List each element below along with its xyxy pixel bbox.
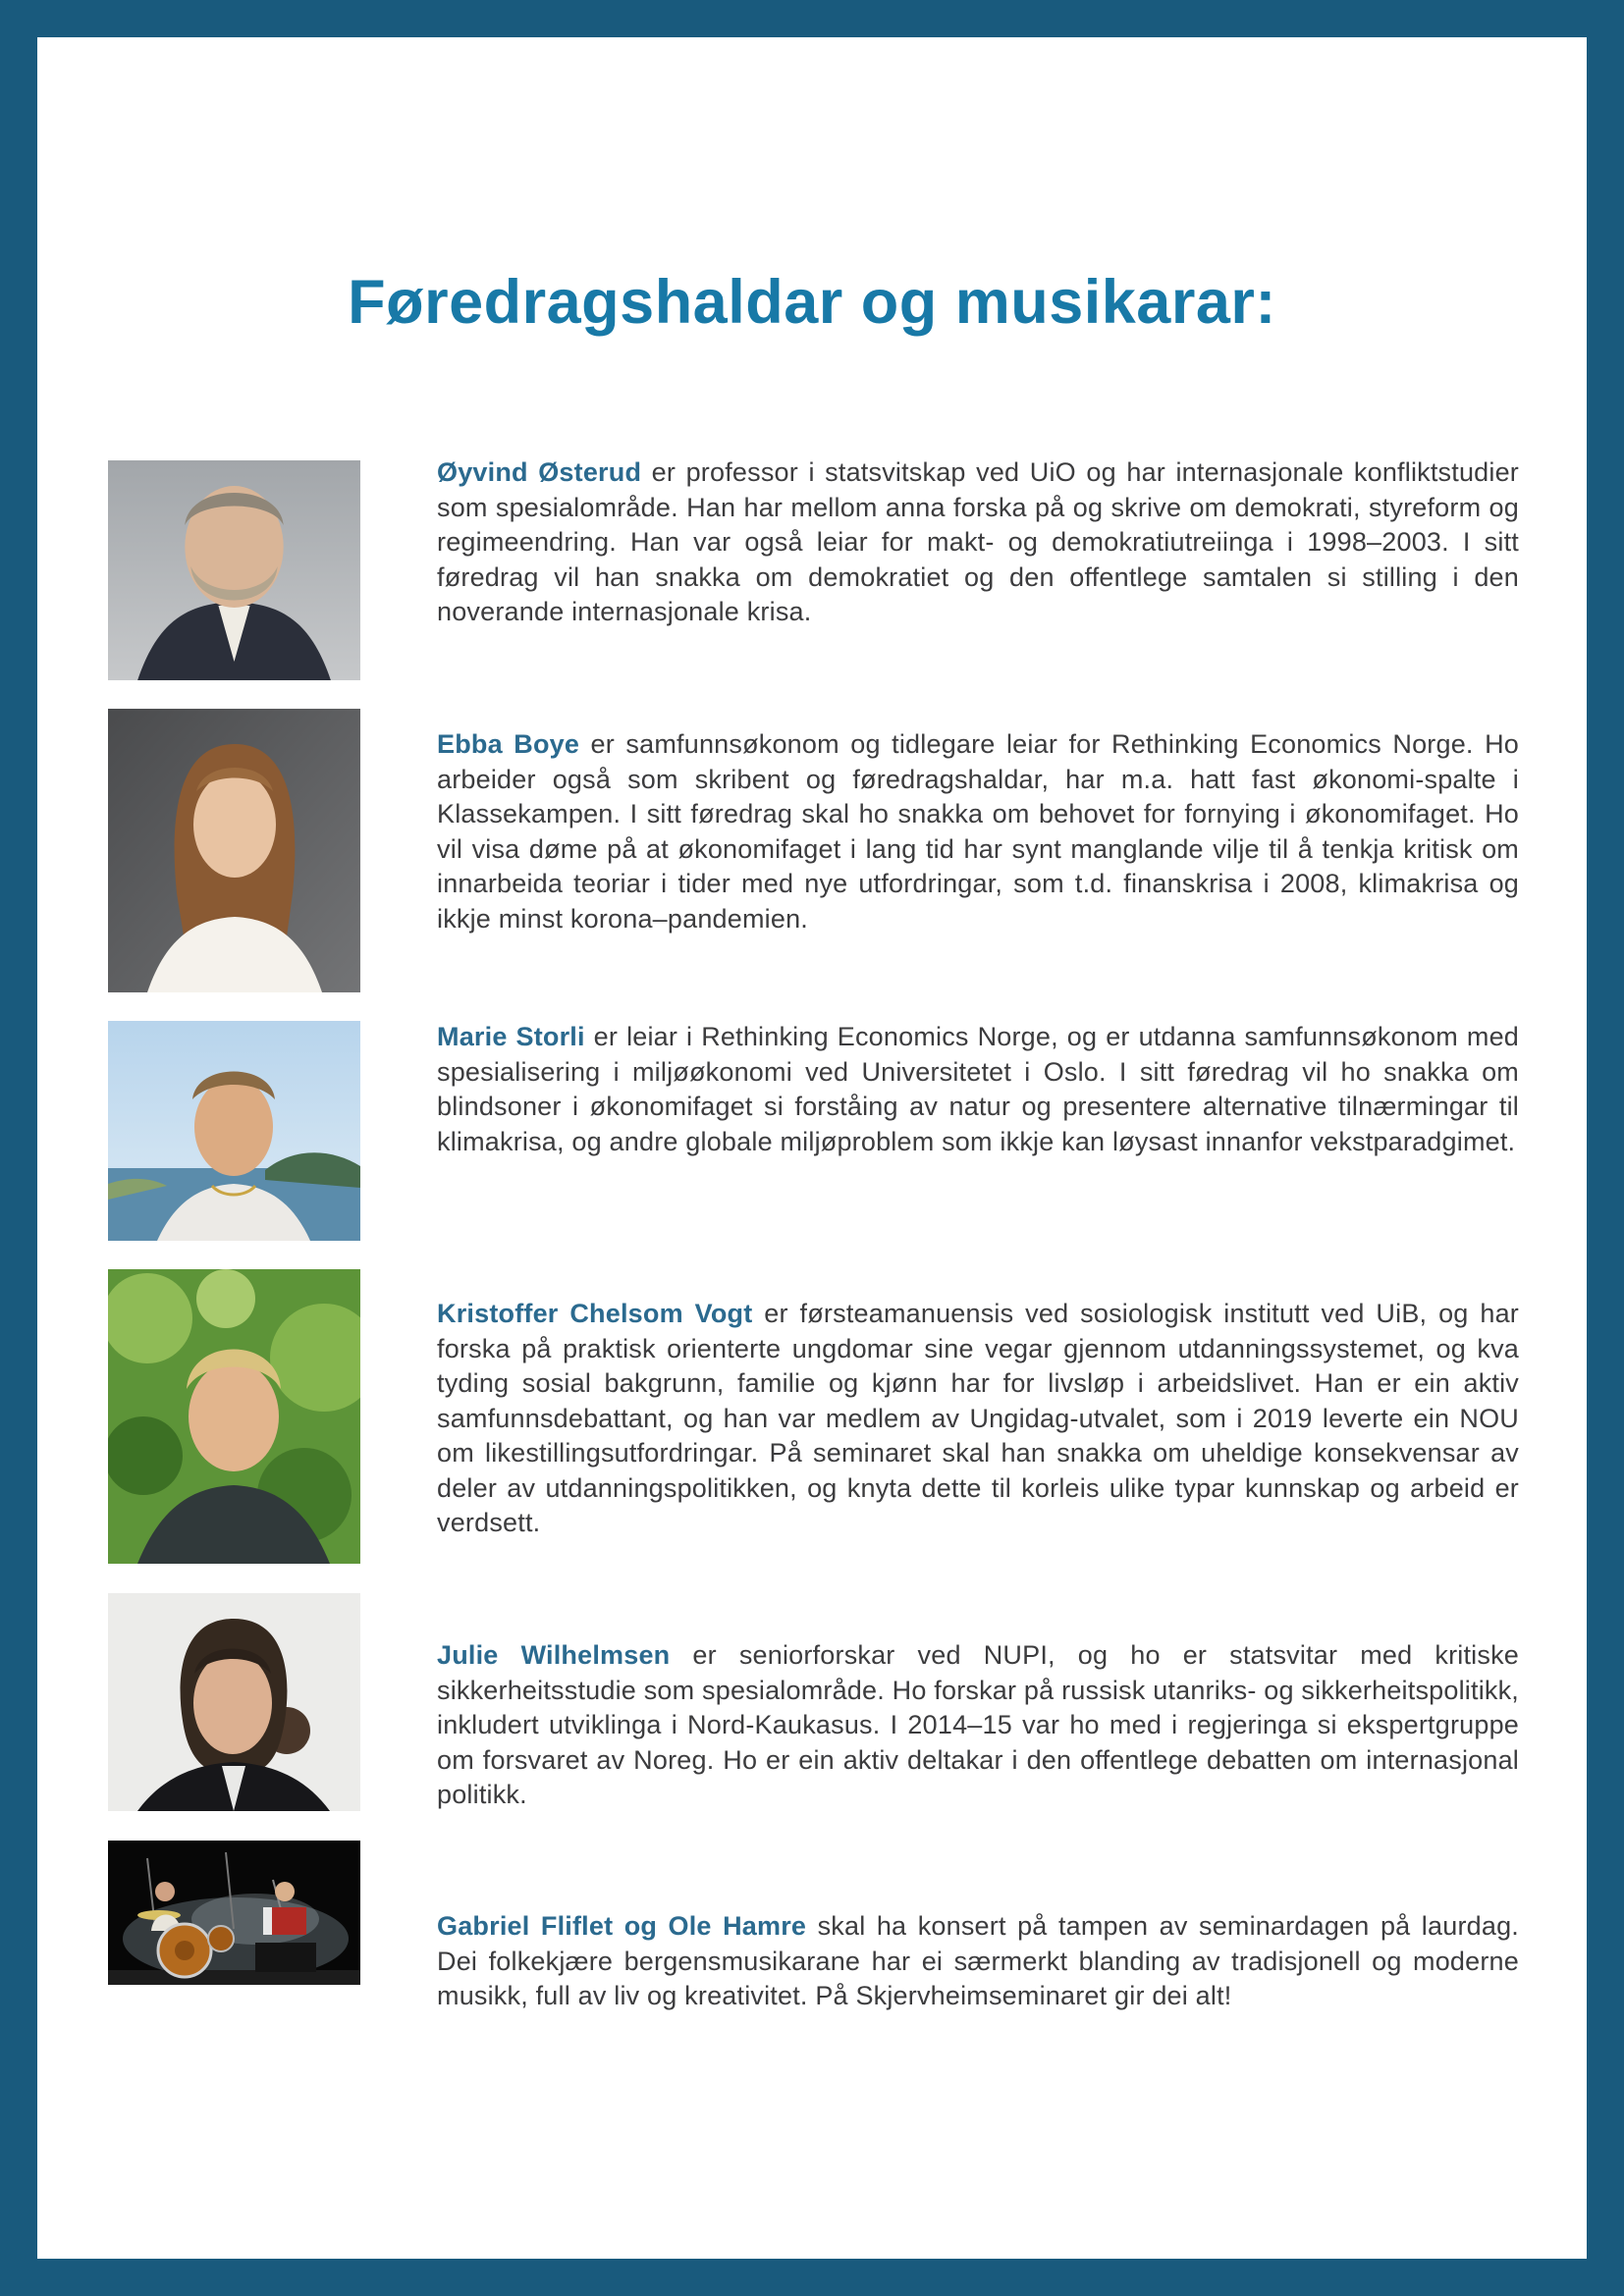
speaker-bio	[437, 1638, 1519, 1813]
speaker-description: skal ha konsert på tampen av seminardagen på laurdag. Dei folkekjære bergensmusikarane har ei særmerkt blanding av tradisjonell og moderne musikk, full av liv og kreativitet. På Skjervheimseminaret gir dei alt!	[437, 1911, 1519, 2010]
speaker-bio	[437, 1297, 1519, 1541]
speaker-bio	[437, 1909, 1519, 2014]
portrait-illustration	[108, 1021, 360, 1241]
photo-julie-wilhelmsen	[108, 1593, 360, 1811]
photo-kristoffer-chelsom-vogt	[108, 1269, 360, 1564]
portrait-illustration	[108, 1269, 360, 1564]
page-title: Føredragshaldar og musikarar:	[348, 268, 1276, 337]
speaker-description: er samfunnsøkonom og tidlegare leiar for Rethinking Economics Norge. Ho arbeider også som skribent og føredragshaldar, har m.a. hatt fast økonomi-spalte i Klassekampen. I sitt føredrag skal ho snakka om behovet for fornying i økonomifaget. Ho vil visa døme på at økonomifaget i lang tid har synt manglande vilje til å tenkja kritisk om innarbeida teoriar i tider med nye utfordringar, som t.d. finanskrisa i 2008, klimakrisa og ikkje minst korona–pandemien.	[437, 729, 1519, 934]
speaker-bio	[437, 727, 1519, 936]
speaker-name: Marie Storli	[437, 1022, 585, 1051]
speaker-name: Gabriel Fliflet og Ole Hamre	[437, 1911, 807, 1941]
speaker-name: Kristoffer Chelsom Vogt	[437, 1299, 753, 1328]
speaker-description: er leiar i Rethinking Economics Norge, og er utdanna samfunnsøkonom med spesialisering i miljøøkonomi ved Universitetet i Oslo. I sitt føredrag vil ho snakka om blindsoner i økonomifaget si forståing av natur og presentere alternative tilnærmingar til klimakrisa, og andre globale miljøproblem som ikkje kan løysast innanfor vekstparadgimet.	[437, 1022, 1520, 1156]
speaker-name: Øyvind Østerud	[437, 457, 642, 487]
speaker-description: er førsteamanuensis ved sosiologisk institutt ved UiB, og har forska på praktisk orienterte ungdomar sine vegar gjennom utdanningssystemet, og kva tyding sosial bakgrunn, familie og kjønn har for livsløp i arbeidslivet. Han er ein aktiv samfunnsdebattant, og han var medlem av Ungidag-utvalet, som i 2019 leverte ein NOU om likestillingsutfordringar. På seminaret skal han snakka om uheldige konsekvensar av deler av utdanningspolitikken, og knyta dette til korleis ulike typar kunnskap og arbeid er verdsett.	[437, 1299, 1519, 1537]
speaker-description: er seniorforskar ved NUPI, og ho er statsvitar med kritiske sikkerheitsstudie som spesialområde. Ho forskar på russisk utanriks- og sikkerheitspolitikk, inkludert utviklinga i Nord-Kaukasus. I 2014–15 var ho med i regjeringa si ekspertgruppe om forsvaret av Noreg. Ho er ein aktiv deltakar i den offentlege debatten om internasjonal politikk.	[437, 1640, 1519, 1809]
photo-ebba-boye	[108, 709, 360, 992]
speaker-bio	[437, 1020, 1519, 1159]
concert-illustration	[108, 1841, 360, 1985]
photo-oyvind-osterud	[108, 460, 360, 680]
portrait-illustration	[108, 460, 360, 680]
content-area	[37, 37, 1587, 2259]
speaker-bio	[437, 455, 1519, 630]
speaker-description: er professor i statsvitskap ved UiO og har internasjonale konfliktstudier som spesialområde. Han har mellom anna forska på og skrive om demokrati, styreform og regimeendring. Han var også leiar for makt- og demokratiutreiinga i 1998–2003. I sitt føredrag vil han snakka om demokratiet og den offentlege samtalen si stilling i den noverande internasjonale krisa.	[437, 457, 1519, 626]
photo-gabriel-fliflet-og-ole-hamre-concert	[108, 1841, 360, 1985]
portrait-illustration	[108, 709, 360, 992]
photo-marie-storli	[108, 1021, 360, 1241]
speaker-name: Ebba Boye	[437, 729, 580, 759]
speaker-name: Julie Wilhelmsen	[437, 1640, 671, 1670]
portrait-illustration	[108, 1593, 360, 1811]
